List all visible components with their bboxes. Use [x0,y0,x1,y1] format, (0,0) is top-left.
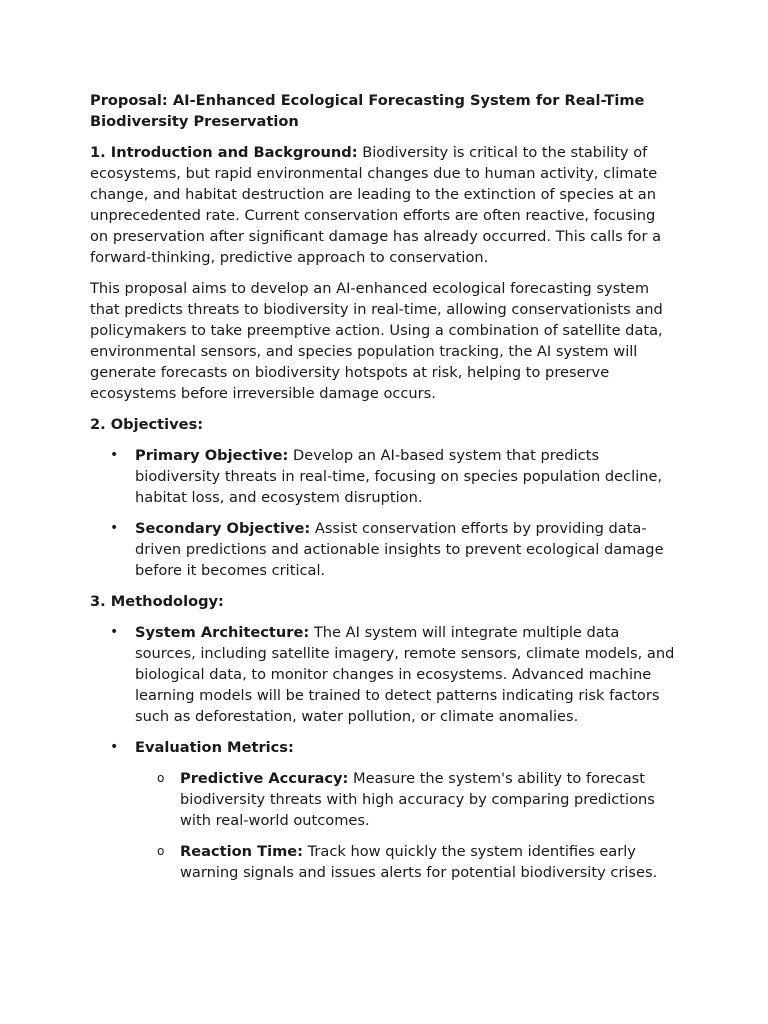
list-item [90,622,678,727]
intro-heading: 1. Introduction and Background: [90,144,358,161]
secondary-objective-text: Assist conservation efforts by providing data-driven predictions and actionable insights to prevent ecological damage before it becomes critical. [135,520,664,579]
intro-paragraph [90,142,678,268]
primary-objective-text: Develop an AI-based system that predicts biodiversity threats in real-time, focusing on species population decline, habitat loss, and ecosystem disruption. [135,447,663,506]
system-architecture-text: The AI system will integrate multiple data sources, including satellite imagery, remote sensors, climate models, and biological data, to monitor changes in ecosystems. Advanced machine learning models will be trained to detect patterns indicating risk factors such as deforestation, water pollution, or climate anomalies. [135,624,675,725]
reaction-time-label: Reaction Time: [180,843,304,860]
bullet-marker: • [110,447,119,463]
objectives-heading: 2. Objectives: [90,416,204,433]
bullet-marker: • [110,520,119,536]
list-item [90,518,678,581]
system-architecture-label: System Architecture: [135,624,310,641]
bullet-marker: • [110,739,119,755]
sub-bullet-marker: o [157,844,165,858]
objectives-list [90,445,678,581]
methodology-heading: 3. Methodology: [90,593,224,610]
list-item [90,737,678,883]
predictive-accuracy-text: Measure the system's ability to forecast biodiversity threats with high accuracy by comparing predictions with real-world outcomes. [180,770,655,829]
sub-bullet-marker: o [157,771,165,785]
list-item [135,841,678,883]
evaluation-metrics-label: Evaluation Metrics: [135,739,294,756]
intro-text: Biodiversity is critical to the stability of ecosystems, but rapid environmental changes due to human activity, climate change, and habitat destruction are leading to the extinction of species at an unprecedented rate. Current conservation efforts are often reactive, focusing on preservation after significant damage has already occurred. This calls for a forward-thinking, predictive approach to conservation. [90,144,662,266]
methodology-list [90,622,678,883]
evaluation-metrics-list [135,768,678,883]
bullet-marker: • [110,624,119,640]
intro-paragraph-2: This proposal aims to develop an AI-enhanced ecological forecasting system that predicts threats to biodiversity in real-time, allowing conservationists and policymakers to take preemptive action. Using a combination of satellite data, environmental sensors, and species population tracking, the AI system will generate forecasts on biodiversity hotspots at risk, helping to preserve ecosystems before irreversible damage occurs. [90,280,663,402]
reaction-time-text: Track how quickly the system identifies early warning signals and issues alerts for potential biodiversity crises. [180,843,658,881]
list-item [135,768,678,831]
document-title: Proposal: AI-Enhanced Ecological Forecasting System for Real-Time Biodiversity Preservation [90,92,645,130]
secondary-objective-label: Secondary Objective: [135,520,311,537]
predictive-accuracy-label: Predictive Accuracy: [180,770,349,787]
list-item [90,445,678,508]
primary-objective-label: Primary Objective: [135,447,289,464]
